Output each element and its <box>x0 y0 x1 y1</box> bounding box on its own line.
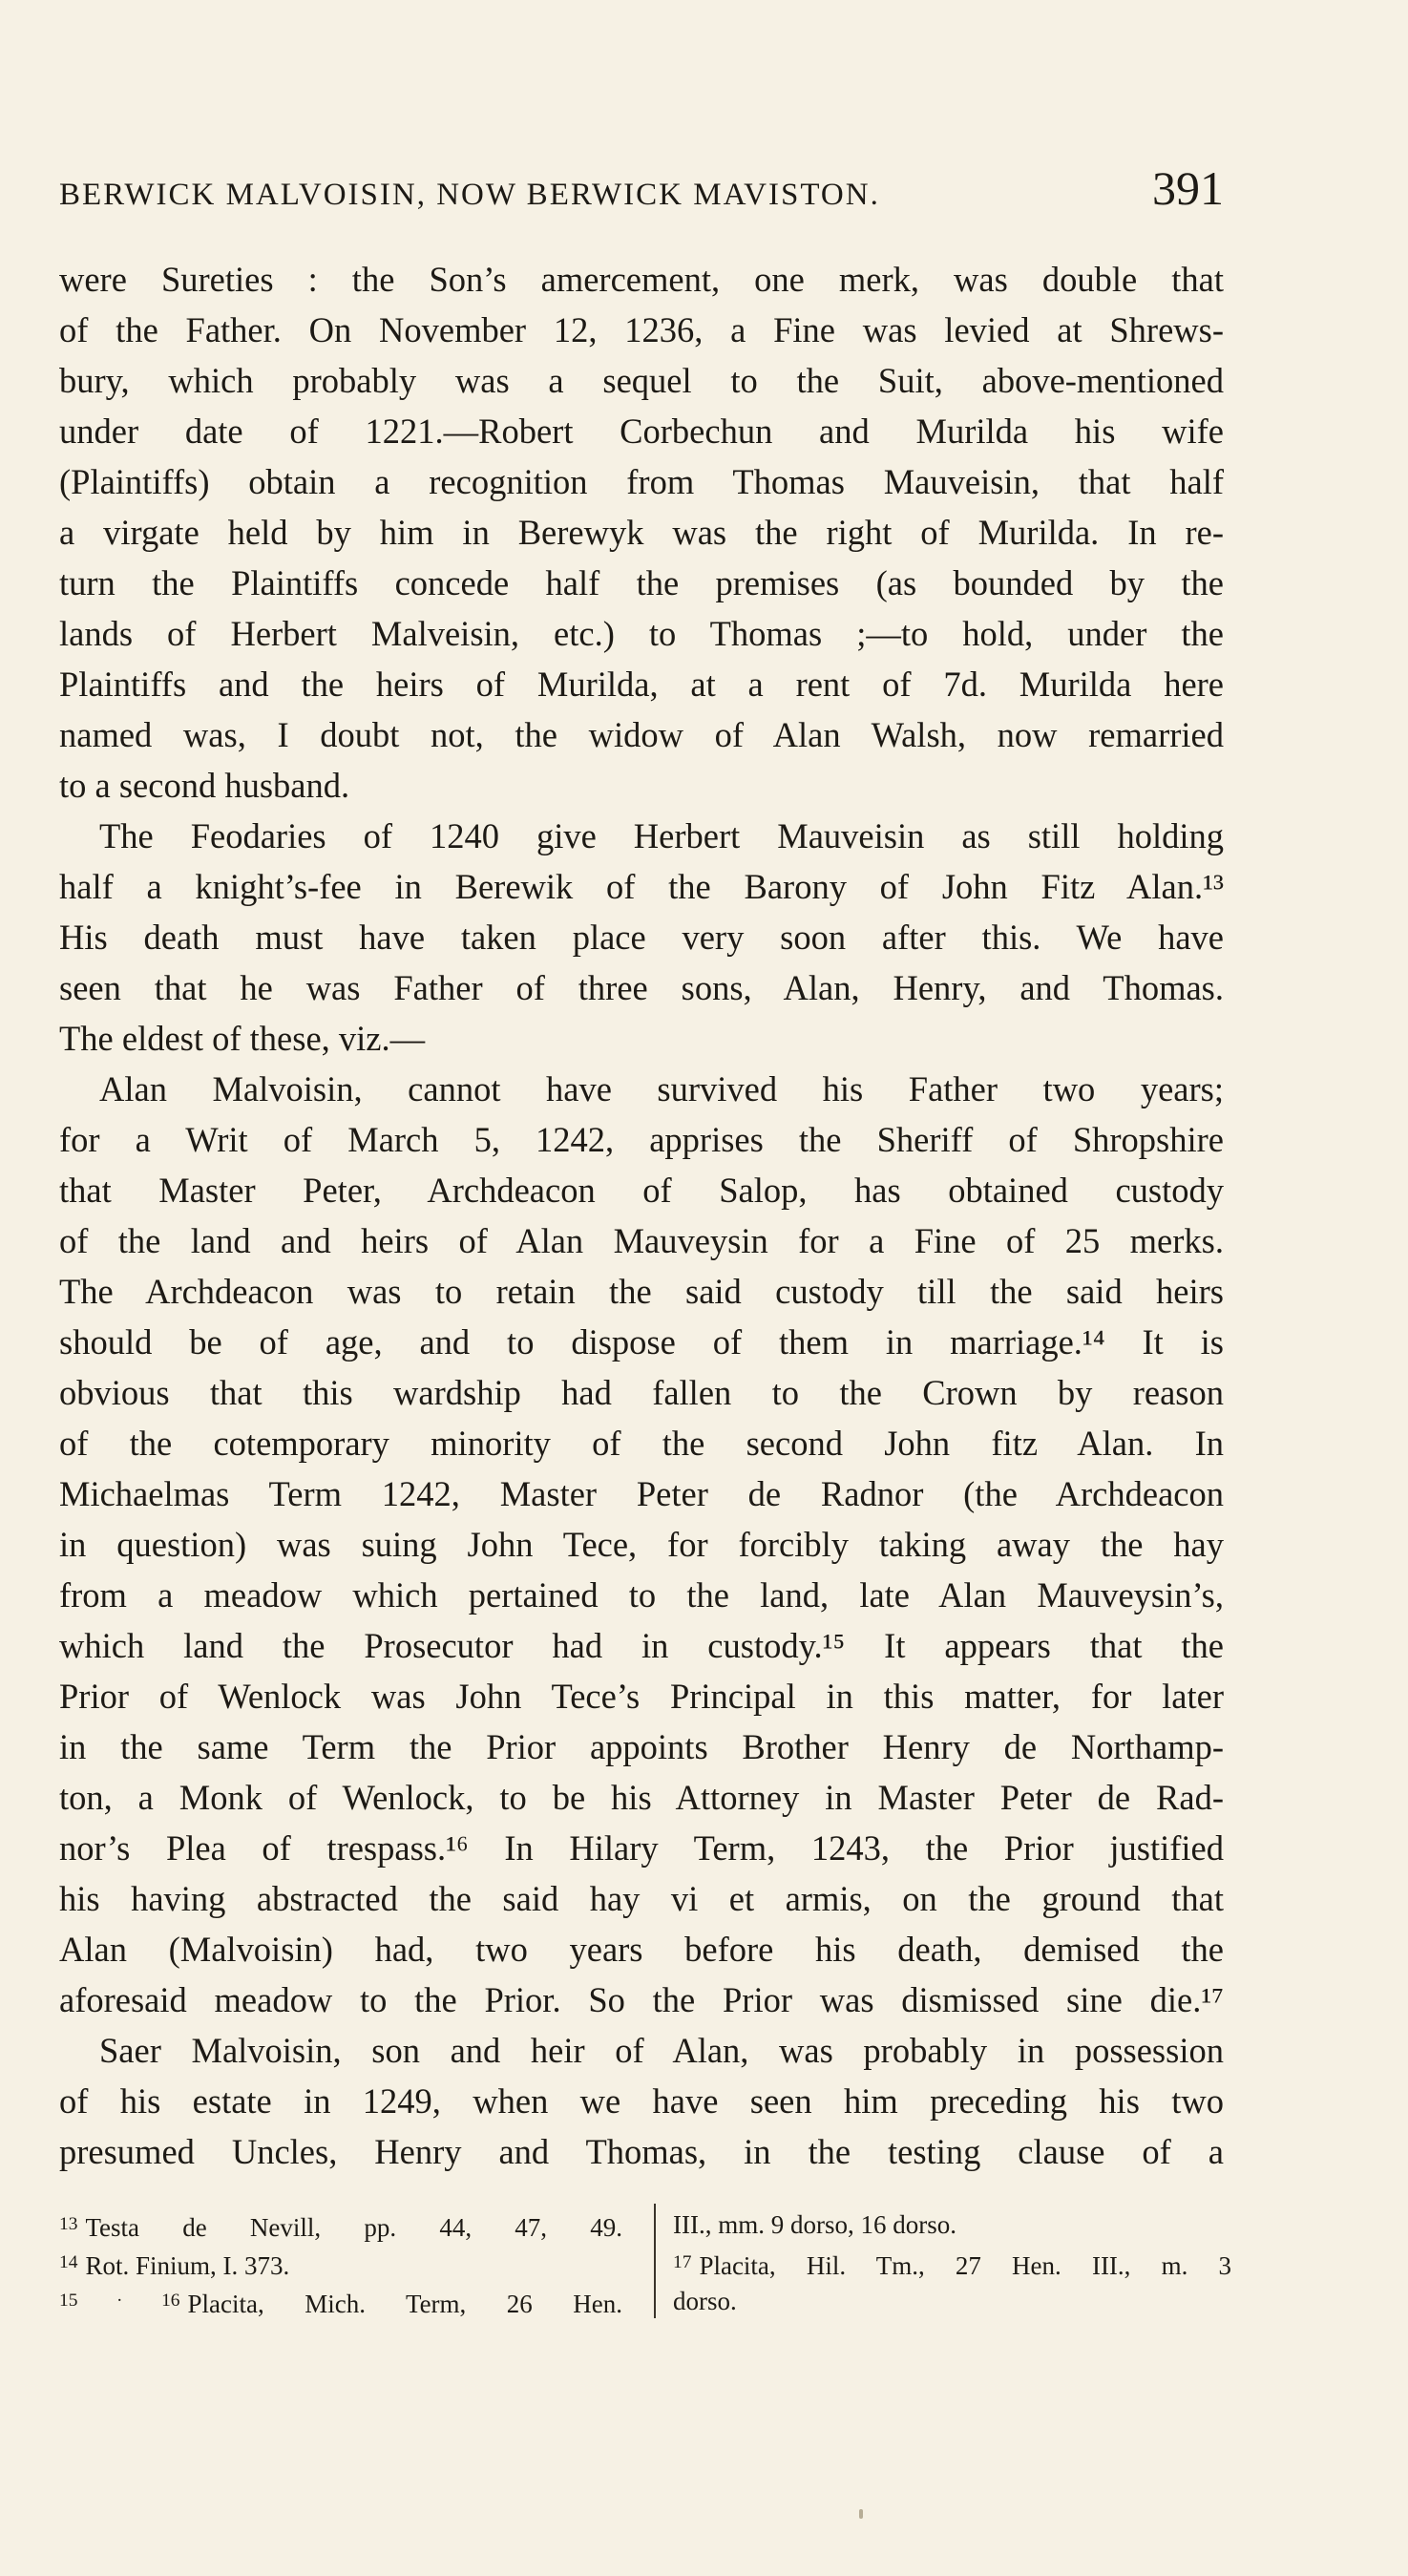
text-line: from a meadow which pertained to the land, late Alan Mauveysin’s, <box>59 1575 1224 1615</box>
column-divider <box>654 2204 656 2318</box>
text-line: that Master Peter, Archdeacon of Salop, has obtained custody <box>59 1171 1224 1210</box>
text-line: to a second husband. <box>59 766 350 805</box>
footnote-text: Placita, Mich. Term, 26 Hen. <box>187 2289 622 2318</box>
footnote-marker: 15 · 16 <box>59 2291 180 2311</box>
footnote-marker: 13 <box>59 2214 78 2234</box>
footnote <box>59 2244 622 2282</box>
footnote <box>59 2206 622 2244</box>
text-line: The Feodaries of 1240 give Herbert Mauveisin as still holding <box>99 816 1224 855</box>
text-line: presumed Uncles, Henry and Thomas, in the testing clause of a <box>59 2132 1224 2171</box>
footnotes-right <box>673 2206 1231 2320</box>
text-line: (Plaintiffs) obtain a recognition from Thomas Mauveisin, that half <box>59 462 1224 501</box>
footnote-text: Testa de Nevill, pp. 44, 47, 49. <box>85 2212 622 2242</box>
text-line: Plaintiffs and the heirs of Murilda, at a rent of 7d. Murilda here <box>59 665 1224 704</box>
text-line: Saer Malvoisin, son and heir of Alan, was probably in possession <box>99 2031 1224 2070</box>
text-line: ton, a Monk of Wenlock, to be his Attorney in Master Peter de Rad- <box>59 1778 1224 1817</box>
text-line: of the land and heirs of Alan Mauveysin for a Fine of 25 merks. <box>59 1221 1224 1260</box>
footnote <box>59 2282 622 2320</box>
text-line: Alan Malvoisin, cannot have survived his Father two years; <box>99 1069 1224 1109</box>
text-line: nor’s Plea of trespass.¹⁶ In Hilary Term, 1243, the Prior justified <box>59 1828 1224 1868</box>
text-line: were Sureties : the Son’s amercement, one merk, was double that <box>59 260 1224 299</box>
text-line: a virgate held by him in Berewyk was the right of Murilda. In re- <box>59 513 1224 552</box>
text-line: Prior of Wenlock was John Tece’s Principal in this matter, for later <box>59 1677 1224 1716</box>
text-line: The eldest of these, viz.— <box>59 1019 426 1058</box>
text-line: turn the Plaintiffs concede half the premises (as bounded by the <box>59 563 1224 602</box>
text-line: seen that he was Father of three sons, Alan, Henry, and Thomas. <box>59 968 1224 1007</box>
text-line: his having abstracted the said hay vi et armis, on the ground that <box>59 1879 1224 1918</box>
text-line: of his estate in 1249, when we have seen him preceding his two <box>59 2081 1224 2121</box>
text-line: should be of age, and to dispose of them in marriage.¹⁴ It is <box>59 1322 1224 1362</box>
text-line: The Archdeacon was to retain the said custody till the said heirs <box>59 1272 1224 1311</box>
text-line: which land the Prosecutor had in custody.¹⁵ It appears that the <box>59 1626 1224 1665</box>
text-line: for a Writ of March 5, 1242, apprises the Sheriff of Shropshire <box>59 1120 1224 1159</box>
page-number: 391 <box>1152 161 1224 215</box>
footnote-marker: 14 <box>59 2252 78 2272</box>
footnote <box>673 2244 1231 2282</box>
footnotes-left <box>59 2206 622 2320</box>
footnote-text: III., mm. 9 dorso, 16 dorso. <box>673 2210 956 2239</box>
text-line: in question) was suing John Tece, for forcibly taking away the hay <box>59 1525 1224 1564</box>
running-title: BERWICK MALVOISIN, NOW BERWICK MAVISTON. <box>59 178 880 212</box>
paper-speck <box>859 2509 863 2519</box>
text-line: in the same Term the Prior appoints Brother Henry de Northamp- <box>59 1727 1224 1766</box>
text-line: aforesaid meadow to the Prior. So the Prior was dismissed sine die.¹⁷ <box>59 1980 1224 2019</box>
page-header <box>59 160 1224 220</box>
text-line: of the cotemporary minority of the second John fitz Alan. In <box>59 1424 1224 1463</box>
footnote-text: Placita, Hil. Tm., 27 Hen. III., m. 3 <box>699 2250 1231 2280</box>
footnote-text: dorso. <box>673 2287 737 2315</box>
text-line: under date of 1221.—Robert Corbechun and Murilda his wife <box>59 412 1224 451</box>
text-line: His death must have taken place very soon after this. We have <box>59 918 1224 957</box>
footnote <box>673 2206 1231 2244</box>
footnote-text: Rot. Finium, I. 373. <box>85 2250 290 2280</box>
text-line: bury, which probably was a sequel to the Suit, above-mentioned <box>59 361 1224 400</box>
footnote-marker: 17 <box>673 2252 692 2272</box>
text-line: Alan (Malvoisin) had, two years before his death, demised the <box>59 1930 1224 1969</box>
main-text <box>59 254 1224 2177</box>
text-line: of the Father. On November 12, 1236, a Fine was levied at Shrews- <box>59 310 1224 349</box>
footnote <box>673 2282 1231 2320</box>
text-line: obvious that this wardship had fallen to the Crown by reason <box>59 1373 1224 1412</box>
text-line: lands of Herbert Malveisin, etc.) to Thomas ;—to hold, under the <box>59 614 1224 653</box>
text-line: half a knight’s-fee in Berewik of the Barony of John Fitz Alan.¹³ <box>59 867 1224 906</box>
text-line: named was, I doubt not, the widow of Alan Walsh, now remarried <box>59 715 1224 754</box>
text-line: Michaelmas Term 1242, Master Peter de Radnor (the Archdeacon <box>59 1474 1224 1513</box>
